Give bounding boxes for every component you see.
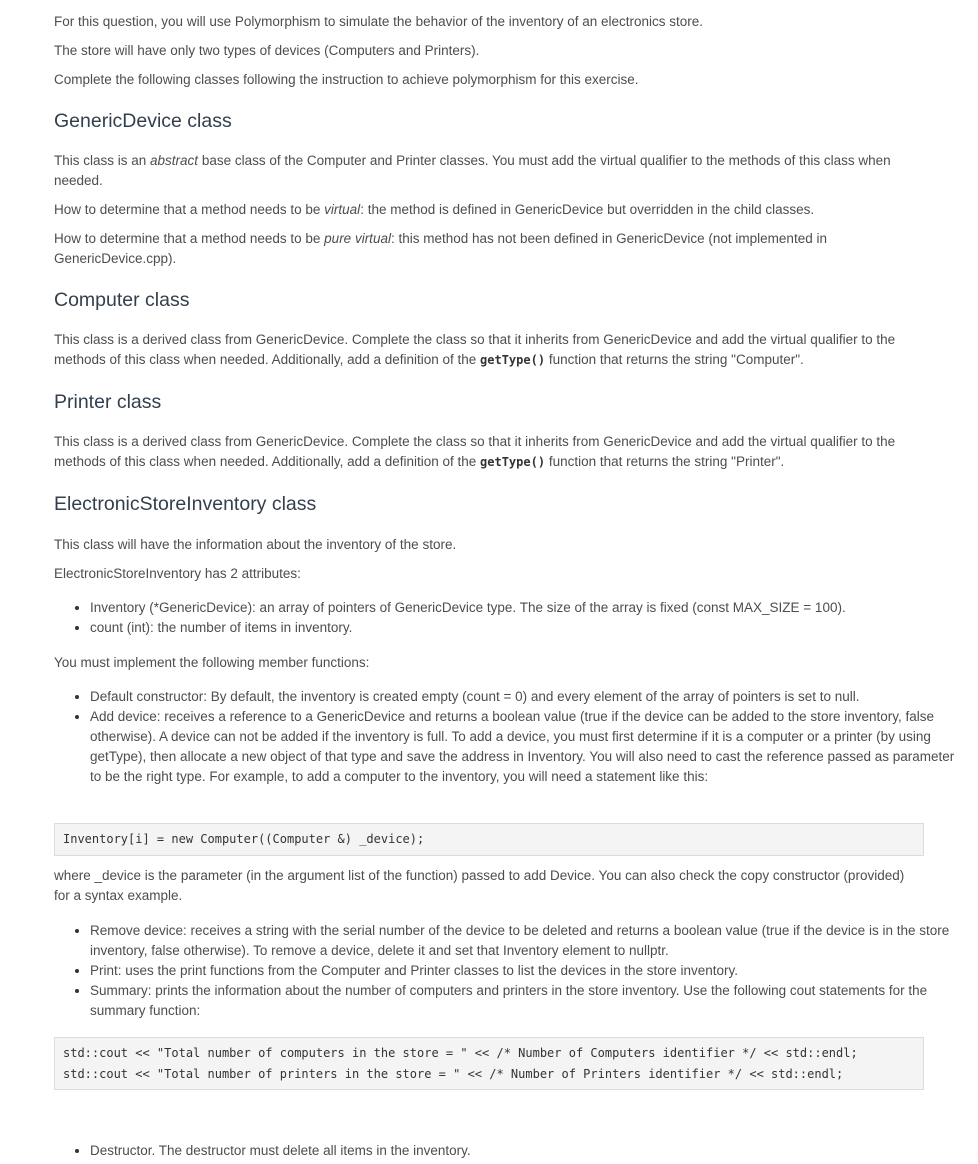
text-run: : the method is defined in GenericDevice but overridden in the child classes. bbox=[360, 202, 815, 217]
text-run: function that returns the string "Computer". bbox=[545, 352, 804, 367]
functions-list-continued bbox=[54, 921, 958, 1021]
text-run: How to determine that a method needs to be bbox=[54, 231, 325, 246]
device-parameter-note-block bbox=[54, 866, 922, 906]
inline-code: getType() bbox=[480, 455, 546, 469]
attributes-intro: ElectronicStoreInventory has 2 attributes: bbox=[54, 566, 301, 581]
text-run: : this method has not been defined in GenericDevice (not implemented in GenericDevice.cpp). bbox=[54, 231, 827, 266]
computer-heading: Computer class bbox=[54, 289, 190, 311]
genericdevice-heading: GenericDevice class bbox=[54, 110, 232, 132]
computer-section bbox=[54, 330, 922, 370]
text-run: This class is a derived class from GenericDevice. Complete the class so that it inherits from GenericDevice and add the virtual qualifier to the methods of this class when needed. Additionally, add a definition of the bbox=[54, 434, 896, 469]
text-run: function that returns the string "Printer". bbox=[545, 454, 785, 469]
functions-intro: You must implement the following member functions: bbox=[54, 655, 370, 670]
list-item: • count (int): the number of items in inventory. bbox=[90, 618, 958, 638]
printer-description bbox=[54, 432, 922, 472]
emphasis-text: pure virtual bbox=[324, 231, 391, 246]
list-item: • Destructor. The destructor must delete all items in the inventory. bbox=[90, 1141, 958, 1161]
device-parameter-note: where _device is the parameter (in the argument list of the function) passed to add Device. You can also check the copy constructor (provided) for a syntax example. bbox=[54, 868, 905, 903]
intro-paragraph: For this question, you will use Polymorphism to simulate the behavior of the inventory of an electronics store. bbox=[54, 14, 704, 29]
text-run: This class is a derived class from GenericDevice. Complete the class so that it inherits from GenericDevice and add the virtual qualifier to the methods of this class when needed. Additionally, add a definition of the bbox=[54, 332, 896, 367]
genericdevice-section bbox=[54, 151, 922, 269]
text-run: base class of the Computer and Printer classes. You must add the virtual qualifier to the methods of this class when needed. bbox=[54, 153, 891, 188]
inventory-intro bbox=[54, 535, 922, 584]
printer-section bbox=[54, 432, 922, 472]
inventory-heading: ElectronicStoreInventory class bbox=[54, 493, 317, 515]
emphasis-text: virtual bbox=[324, 202, 361, 217]
summary-code-block: std::cout << "Total number of computers in the store = " << /* Number of Computers identifier */ << std::endl; std::cout << "Total number of printers in the store = " << /* Number of Printers identifier */ << std::endl; bbox=[54, 1037, 924, 1090]
intro-paragraph: The store will have only two types of devices (Computers and Printers). bbox=[54, 43, 480, 58]
intro-section bbox=[54, 12, 922, 90]
list-item: • Summary: prints the information about the number of computers and printers in the store inventory. Use the following cout statements for the summary function: bbox=[90, 981, 958, 1021]
code-block: Inventory[i] = new Computer((Computer &) _device); bbox=[54, 823, 924, 856]
list-item: • Remove device: receives a string with the serial number of the device to be deleted and returns a boolean value (true if the device is in the store inventory, false otherwise). To remove a device, delete it and set that Inventory element to nullptr. bbox=[90, 921, 958, 961]
list-item: • Add device: receives a reference to a GenericDevice and returns a boolean value (true if the device can be added to the store inventory, false otherwise). A device can not be added if the inventory is full. To add a device, you must first determine if it is a computer or a printer (by using getType), then allocate a new object of that type and save the address in Inventory. You will also need to cast the reference passed as parameter to be the right type. For example, to add a computer to the inventory, you will need a statement like this: bbox=[90, 707, 958, 787]
functions-intro-block bbox=[54, 653, 922, 673]
inventory-description: This class will have the information about the inventory of the store. bbox=[54, 537, 457, 552]
printer-heading: Printer class bbox=[54, 391, 162, 413]
virtual-rule bbox=[54, 200, 922, 220]
list-item: • Default constructor: By default, the inventory is created empty (count = 0) and every element of the array of pointers is set to null. bbox=[90, 687, 958, 707]
intro-paragraph: Complete the following classes following the instruction to achieve polymorphism for this exercise. bbox=[54, 72, 639, 87]
functions-list bbox=[54, 687, 958, 787]
list-item: • Inventory (*GenericDevice): an array of pointers of GenericDevice type. The size of the array is fixed (const MAX_SIZE = 100). bbox=[90, 598, 958, 618]
emphasis-text: abstract bbox=[150, 153, 199, 168]
text-run: How to determine that a method needs to be bbox=[54, 202, 325, 217]
inline-code: getType() bbox=[480, 353, 546, 367]
genericdevice-description bbox=[54, 151, 922, 191]
list-item: • Print: uses the print functions from the Computer and Printer classes to list the devices in the store inventory. bbox=[90, 961, 958, 981]
destructor-list bbox=[54, 1141, 958, 1161]
attributes-list bbox=[54, 598, 958, 638]
pure-virtual-rule bbox=[54, 229, 922, 269]
text-run: This class is an bbox=[54, 153, 151, 168]
computer-description bbox=[54, 330, 922, 370]
